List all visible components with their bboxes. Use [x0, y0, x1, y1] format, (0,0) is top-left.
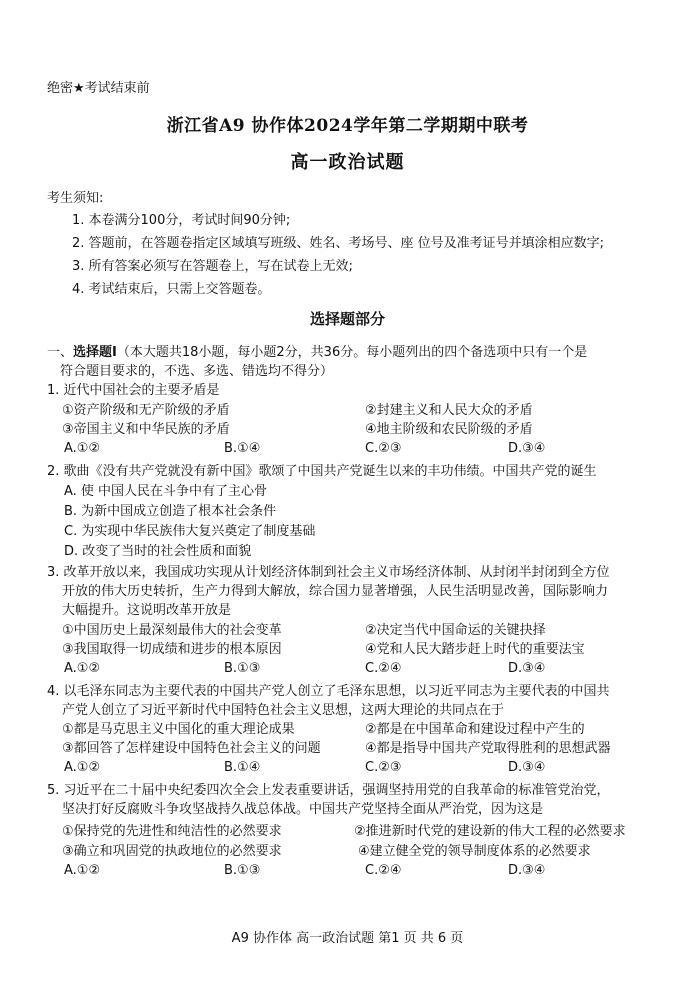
choice-item: A. 使 中国人民在斗争中有了主心骨	[64, 484, 268, 499]
section-title: 选择题部分	[309, 310, 385, 328]
page-footer: A9 协作体 高一政治试题 第1 页 共 6 页	[231, 931, 464, 946]
question-stem: 4. 以毛泽东同志为主要代表的中国共产党人创立了毛泽东思想，以习近平同志为主要代表的中国共	[47, 684, 610, 699]
part-desc-line2: 符合题目要求的，不选、多选、错选均不得分）	[60, 364, 334, 379]
option-item: ④建立健全党的领导制度体系的必然要求	[358, 844, 591, 859]
answer-choice: C.②④	[365, 863, 402, 878]
answer-choice: B.①④	[224, 760, 261, 775]
answer-choice: A.①②	[64, 760, 101, 775]
answer-choice: C.②④	[365, 661, 402, 676]
question-stem-cont: 坚决打好反腐败斗争攻坚战持久战总体战。中国共产党坚持全面从严治党，因为这是	[62, 802, 544, 817]
answer-choice: A.①②	[64, 863, 101, 878]
question-stem-cont: 大幅提升。这说明改革开放是	[62, 603, 232, 618]
answer-choice: D.③④	[508, 661, 546, 676]
option-item: ③我国取得一切成绩和进步的根本原因	[62, 642, 282, 657]
answer-choice: B.①③	[224, 661, 261, 676]
notice-item: 2. 答题前，在答题卷指定区域填写班级、姓名、考场号、座 位号及准考证号并填涂相应数字;	[72, 236, 605, 251]
part-header	[47, 343, 587, 363]
option-item: ③帝国主义和中华民族的矛盾	[62, 422, 230, 437]
notice-heading: 考生须知:	[47, 191, 104, 206]
option-item: ④都是指导中国共产党取得胜利的思想武器	[365, 741, 611, 756]
option-item: ②都是在中国革命和建设过程中产生的	[365, 722, 585, 737]
answer-choice: D.③④	[508, 760, 546, 775]
option-item: ②推进新时代党的建设新的伟大工程的必然要求	[354, 824, 626, 839]
option-item: ①中国历史上最深刻最伟大的社会变革	[62, 623, 282, 638]
exam-subtitle: 高一政治试题	[290, 152, 405, 173]
part-label: 一、	[47, 345, 74, 360]
question-stem: 3. 改革开放以来，我国成功实现从计划经济体制到社会主义市场经济体制、从封闭半封闭到全方位	[47, 565, 610, 580]
answer-choice: B.①④	[224, 441, 261, 456]
option-item: ③确立和巩固党的执政地位的必然要求	[62, 844, 282, 859]
answer-choice: C.②③	[365, 441, 402, 456]
exam-title: 浙江省A9 协作体2024学年第二学期期中联考	[166, 116, 529, 136]
answer-choice: D.③④	[508, 863, 546, 878]
confidential-mark: 绝密★考试结束前	[47, 81, 150, 96]
choice-item: B. 为新中国成立创造了根本社会条件	[64, 504, 277, 519]
answer-choice: A.①②	[64, 661, 101, 676]
question-stem-cont: 开放的伟大历史转折，生产力得到大解放，综合国力显著增强，人民生活明显改善，国际影响力	[62, 584, 609, 599]
option-item: ①保持党的先进性和纯洁性的必然要求	[62, 824, 282, 839]
answer-choice: B.①③	[224, 863, 261, 878]
option-item: ④地主阶级和农民阶级的矛盾	[365, 422, 533, 437]
part-name: 选择题Ⅰ	[73, 345, 117, 360]
notice-item: 3. 所有答案必须写在答题卷上，写在试卷上无效;	[72, 259, 353, 274]
option-item: ③都回答了怎样建设中国特色社会主义的问题	[62, 741, 321, 756]
choice-item: D. 改变了当时的社会性质和面貌	[64, 544, 252, 559]
option-item: ②封建主义和人民大众的矛盾	[365, 403, 533, 418]
question-stem: 2. 歌曲《没有共产党就没有新中国》歌颂了中国共产党诞生以来的丰功伟绩。中国共产党的诞生	[47, 464, 597, 479]
answer-choice: A.①②	[64, 441, 101, 456]
answer-choice: D.③④	[508, 441, 546, 456]
question-stem: 5. 习近平在二十届中央纪委四次全会上发表重要讲话，强调坚持用党的自我革命的标准管党治党，	[47, 783, 610, 798]
notice-item: 1. 本卷满分100分，考试时间90分钟;	[72, 213, 291, 228]
option-item: ④党和人民大踏步赶上时代的重要法宝	[365, 642, 585, 657]
option-item: ②决定当代中国命运的关键抉择	[365, 623, 546, 638]
notice-item: 4. 考试结束后，只需上交答题卷。	[72, 282, 271, 297]
part-desc: （本大题共18小题，每小题2分，共36分。每小题列出的四个备选项中只有一个是	[116, 345, 588, 360]
answer-choice: C.②③	[365, 760, 402, 775]
question-stem: 1. 近代中国社会的主要矛盾是	[47, 383, 220, 398]
option-item: ①资产阶级和无产阶级的矛盾	[62, 403, 230, 418]
question-stem-cont: 产党人创立了习近平新时代中国特色社会主义思想，这两大理论的共同点在于	[62, 703, 505, 718]
choice-item: C. 为实现中华民族伟大复兴奠定了制度基础	[64, 524, 316, 539]
option-item: ①都是马克思主义中国化的重大理论成果	[62, 722, 295, 737]
